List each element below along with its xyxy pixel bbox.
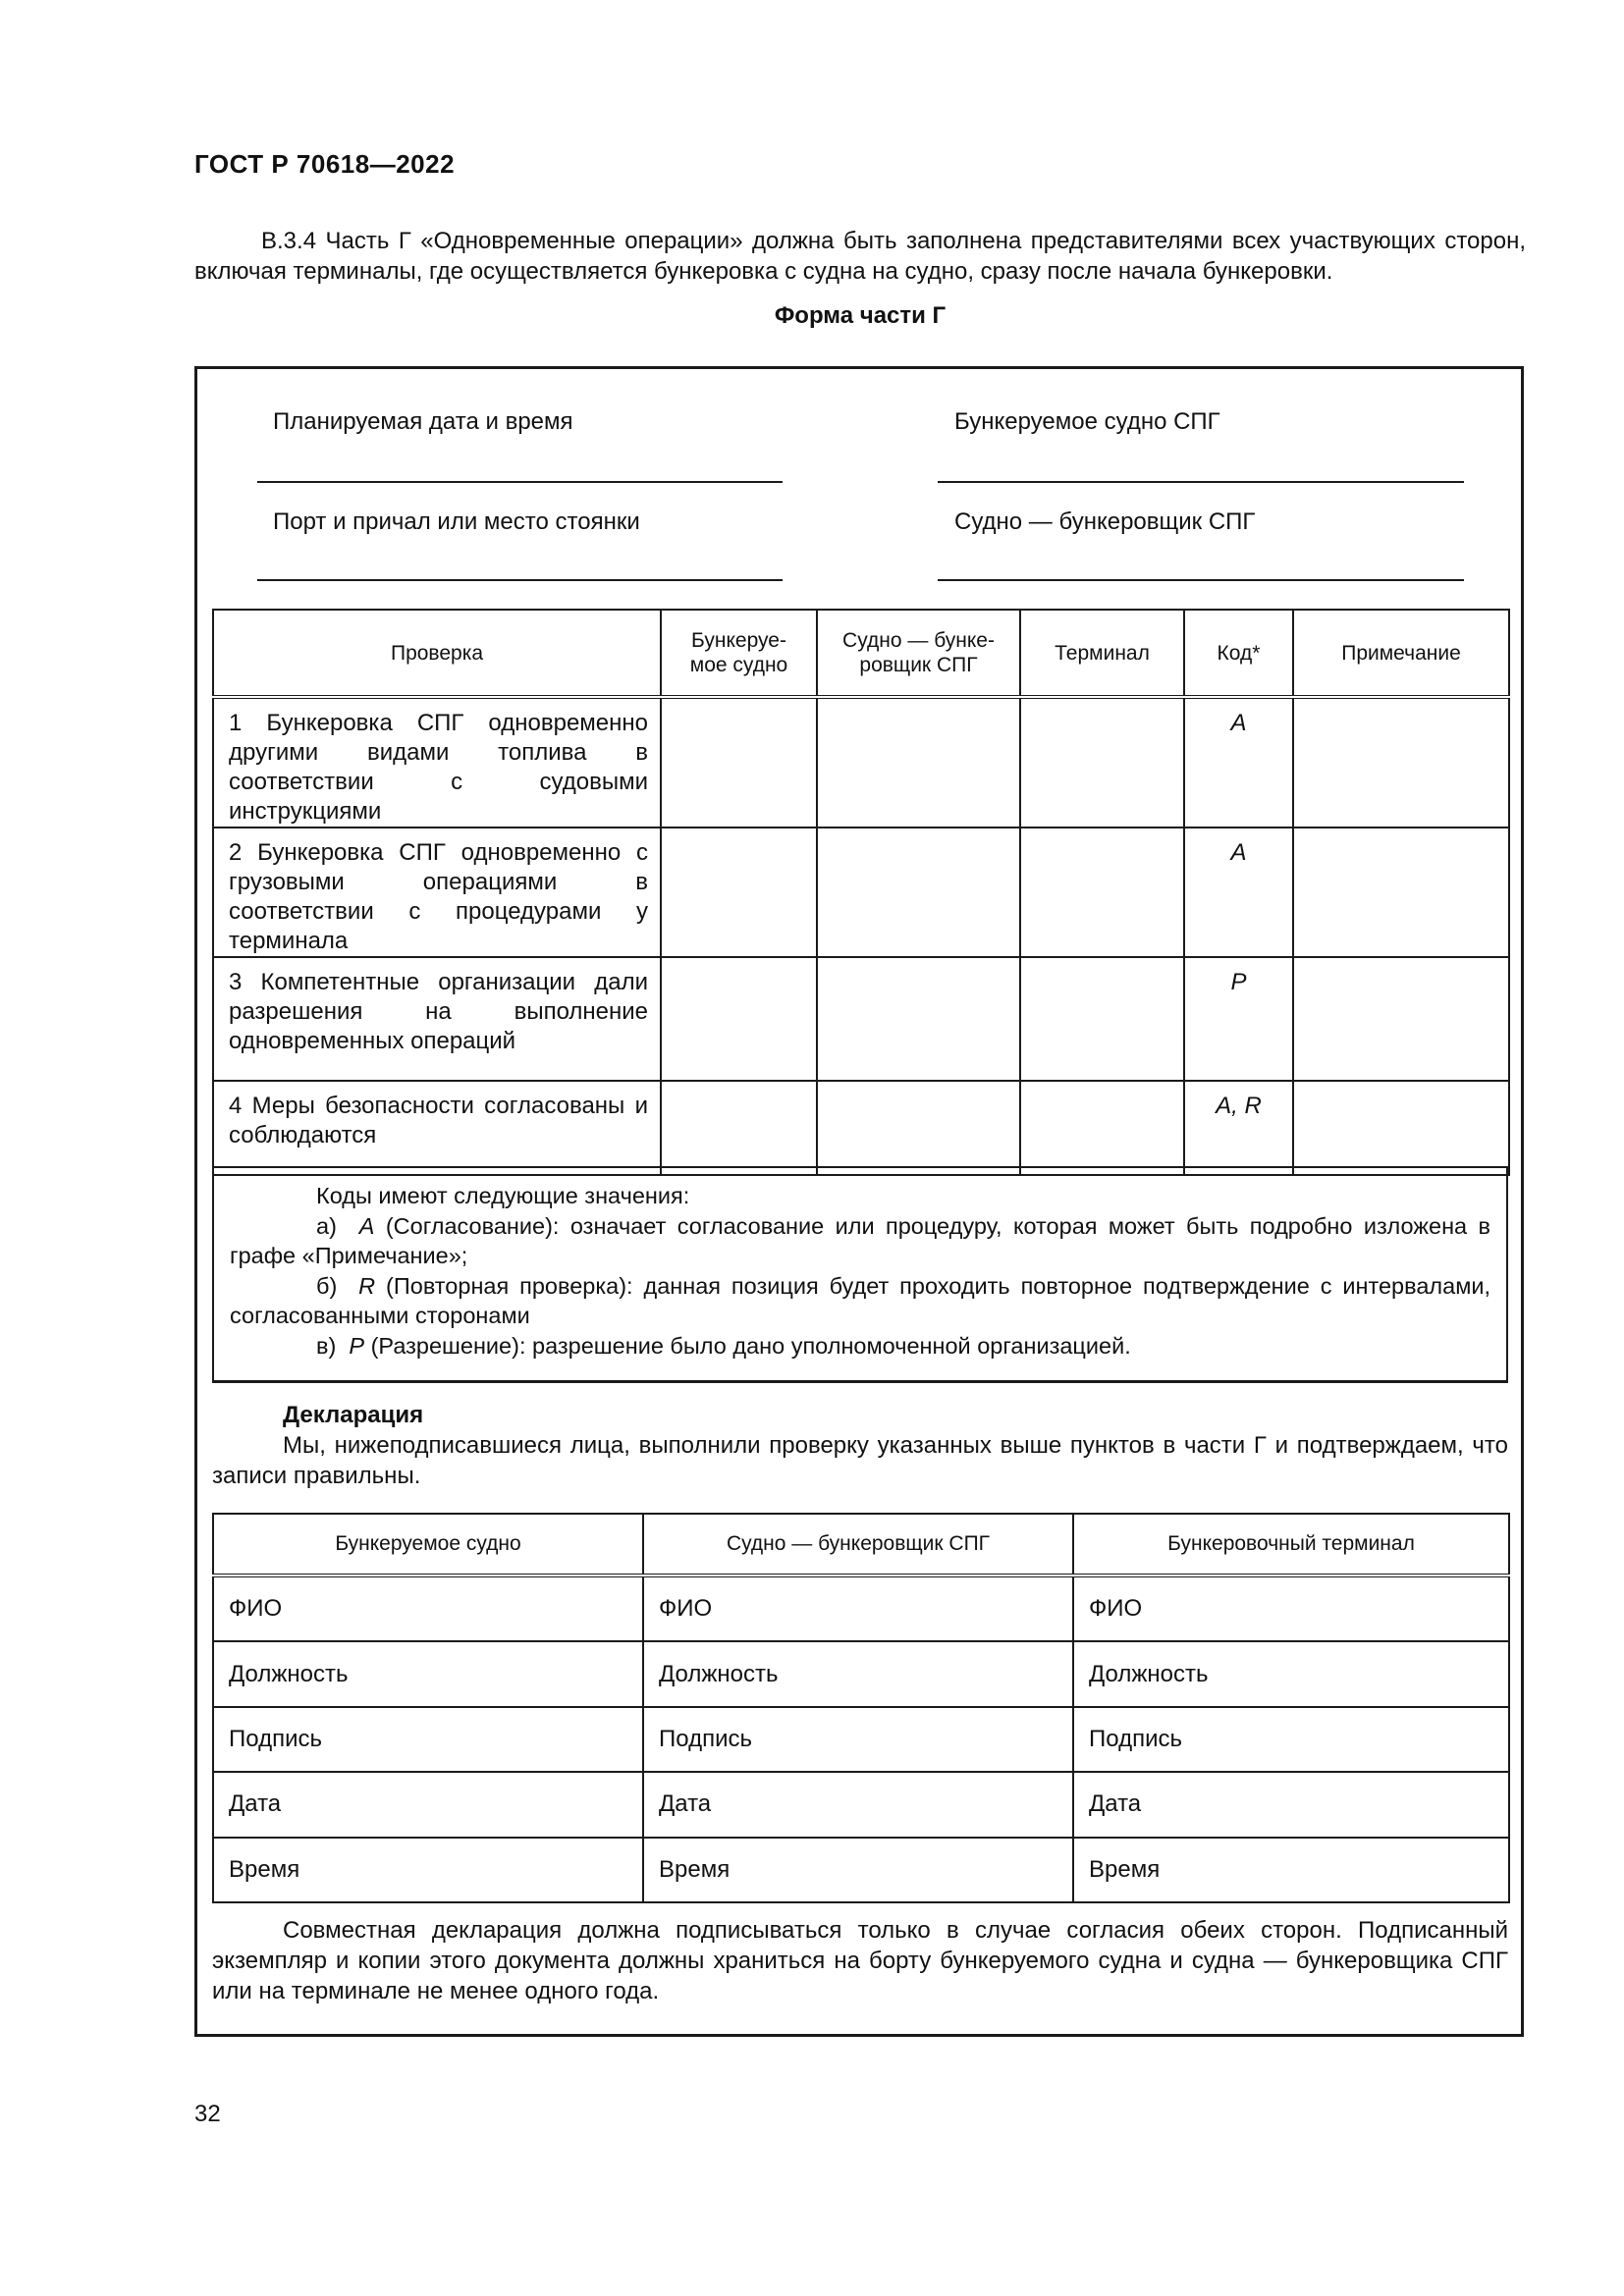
check-code: A, R — [1184, 1081, 1293, 1175]
code-p-definition — [230, 1331, 1490, 1362]
header-terminal-party: Бункеровочный терминал — [1073, 1514, 1509, 1575]
position-field[interactable]: Должность — [1073, 1641, 1509, 1706]
page-number: 32 — [194, 2101, 221, 2127]
code-p-prefix: в) — [316, 1332, 337, 1359]
document-header: ГОСТ Р 70618—2022 — [194, 149, 456, 179]
planned-datetime-line[interactable] — [257, 481, 783, 483]
bunker-vessel-label: Судно — бункеровщик СПГ — [954, 508, 1256, 535]
date-field[interactable]: Дата — [1073, 1772, 1509, 1837]
header-bunkered-vessel — [661, 610, 817, 697]
check-code: P — [1184, 957, 1293, 1081]
time-field[interactable]: Время — [213, 1838, 643, 1902]
check-cell-note[interactable] — [1293, 697, 1509, 828]
check-item-text: 2 Бункеровка СПГ одновременно с грузовыми операциями в соответствии с процедурами у терминала — [213, 828, 661, 957]
header-bunker-vessel — [817, 610, 1020, 697]
check-cell-note[interactable] — [1293, 1081, 1509, 1175]
check-cell-terminal[interactable] — [1020, 1081, 1184, 1175]
header-check: Проверка — [213, 610, 661, 697]
header-bunker-vessel-party: Судно — бункеровщик СПГ — [643, 1514, 1073, 1575]
code-r-letter: R — [358, 1272, 376, 1299]
code-a-letter: A — [358, 1212, 375, 1239]
check-cell-bunkered[interactable] — [661, 697, 817, 828]
port-berth-label: Порт и причал или место стоянки — [273, 508, 640, 535]
code-r-definition — [230, 1271, 1490, 1331]
codes-intro: Коды имеют следующие значения: — [316, 1183, 690, 1208]
declaration-text: Мы, нижеподписавшиеся лица, выполнили проверку указанных выше пунктов в части Г и подтверждаем, что записи правильны. — [212, 1432, 1508, 1489]
check-row — [213, 1081, 1509, 1175]
check-table — [212, 609, 1510, 1176]
check-cell-bunker[interactable] — [817, 828, 1020, 957]
signature-header-row — [213, 1514, 1509, 1575]
name-field[interactable]: ФИО — [643, 1575, 1073, 1641]
form-title: Форма части Г — [774, 302, 947, 329]
header-bunkered-vessel-party: Бункеруемое судно — [213, 1514, 643, 1575]
date-field[interactable]: Дата — [213, 1772, 643, 1837]
signature-row-signature — [213, 1707, 1509, 1772]
date-field[interactable]: Дата — [643, 1772, 1073, 1837]
check-cell-terminal[interactable] — [1020, 957, 1184, 1081]
signature-row-time — [213, 1838, 1509, 1902]
check-row — [213, 697, 1509, 828]
bunkered-vessel-line[interactable] — [938, 481, 1464, 483]
time-field[interactable]: Время — [643, 1838, 1073, 1902]
code-a-prefix: а) — [316, 1212, 337, 1239]
check-cell-bunker[interactable] — [817, 1081, 1020, 1175]
code-a-definition — [230, 1211, 1490, 1271]
position-field[interactable]: Должность — [643, 1641, 1073, 1706]
check-cell-bunkered[interactable] — [661, 828, 817, 957]
check-cell-bunker[interactable] — [817, 697, 1020, 828]
check-item-text: 1 Бункеровка СПГ одновременно другими видами топлива в соответствии с судовыми инструкциями — [213, 697, 661, 828]
header-bunker-line-2: ровщик СПГ — [859, 654, 978, 676]
bunker-vessel-line[interactable] — [938, 579, 1464, 581]
codes-legend — [212, 1166, 1508, 1383]
signature-field[interactable]: Подпись — [213, 1707, 643, 1772]
code-r-text: (Повторная проверка): данная позиция будет проходить повторное подтверждение с интервалами, согласованными сторонами — [230, 1272, 1491, 1328]
position-field[interactable]: Должность — [213, 1641, 643, 1706]
signature-row-date — [213, 1772, 1509, 1837]
time-field[interactable]: Время — [1073, 1838, 1509, 1902]
signature-table — [212, 1513, 1510, 1903]
check-code: A — [1184, 697, 1293, 828]
code-r-prefix: б) — [316, 1272, 338, 1299]
signature-row-position — [213, 1641, 1509, 1706]
signature-field[interactable]: Подпись — [1073, 1707, 1509, 1772]
declaration-title: Декларация — [283, 1402, 424, 1428]
intro-paragraph: В.3.4 Часть Г «Одновременные операции» должна быть заполнена представителями всех участвующих сторон, включая терминалы, где осуществляется бункеровка с судна на судно, сразу после начала бункеровки. — [194, 228, 1526, 285]
signature-row-name — [213, 1575, 1509, 1641]
name-field[interactable]: ФИО — [1073, 1575, 1509, 1641]
check-cell-note[interactable] — [1293, 957, 1509, 1081]
check-row — [213, 828, 1509, 957]
header-note: Примечание — [1293, 610, 1509, 697]
check-item-text: 3 Компетентные организации дали разрешения на выполнение одновременных операций — [213, 957, 661, 1081]
check-code: A — [1184, 828, 1293, 957]
code-p-letter: P — [349, 1332, 365, 1359]
check-cell-terminal[interactable] — [1020, 697, 1184, 828]
planned-datetime-label: Планируемая дата и время — [273, 408, 573, 435]
header-code: Код* — [1184, 610, 1293, 697]
header-bunker-line-1: Судно — бунке- — [842, 629, 995, 652]
check-cell-bunkered[interactable] — [661, 1081, 817, 1175]
check-table-header-row — [213, 610, 1509, 697]
check-item-text: 4 Меры безопасности согласованы и соблюдаются — [213, 1081, 661, 1175]
check-cell-note[interactable] — [1293, 828, 1509, 957]
name-field[interactable]: ФИО — [213, 1575, 643, 1641]
header-bunkered-line-1: Бункеруе- — [691, 629, 786, 652]
signature-field[interactable]: Подпись — [643, 1707, 1073, 1772]
check-cell-terminal[interactable] — [1020, 828, 1184, 957]
check-cell-bunkered[interactable] — [661, 957, 817, 1081]
header-terminal: Терминал — [1020, 610, 1184, 697]
declaration — [212, 1400, 1508, 1491]
port-berth-line[interactable] — [257, 579, 783, 581]
code-p-text: (Разрешение): разрешение было дано уполномоченной организацией. — [370, 1332, 1131, 1359]
check-row — [213, 957, 1509, 1081]
closing-paragraph: Совместная декларация должна подписываться только в случае согласия обеих сторон. Подписанный экземпляр и копии этого документа должны храниться на борту бункеруемого судна и судна — бункеровщика СПГ или на терминале не менее одного года. — [212, 1917, 1508, 2004]
bunkered-vessel-label: Бункеруемое судно СПГ — [954, 408, 1220, 435]
code-a-text: (Согласование): означает согласование или процедуру, которая может быть подробно изложена в графе «Примечание»; — [230, 1212, 1491, 1268]
header-bunkered-line-2: мое судно — [689, 654, 788, 676]
check-cell-bunker[interactable] — [817, 957, 1020, 1081]
